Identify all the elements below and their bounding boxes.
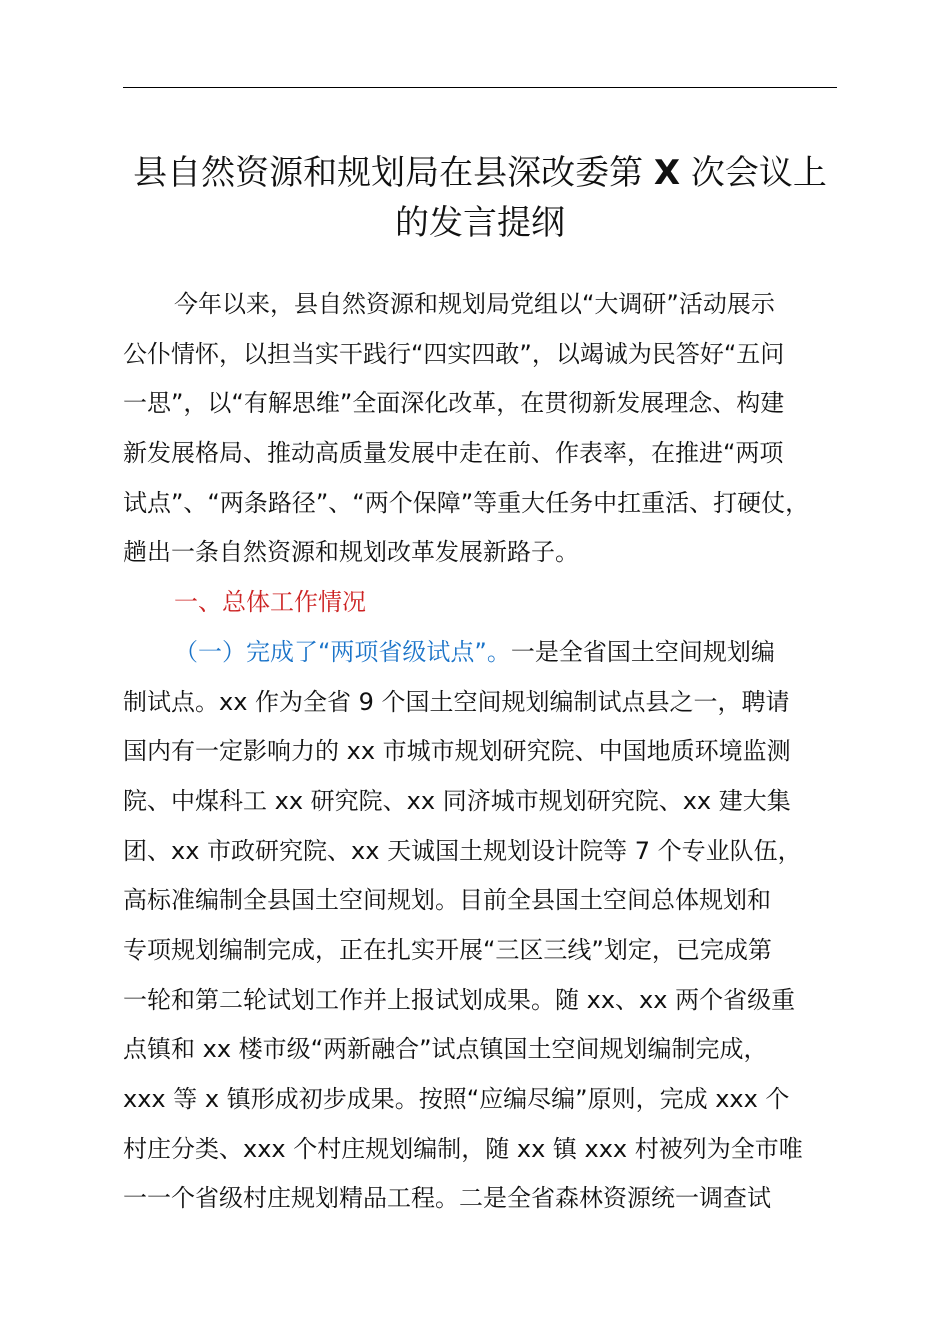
intro-line: 公仆情怀，以担当实干践行“四实四敢”，以竭诚为民答好“五问 xyxy=(123,339,785,368)
title-line-2: 的发言提纲 xyxy=(395,203,565,243)
paragraph-line: xxx 等 x 镇形成初步成果。按照“应编尽编”原则，完成 xxx 个 xyxy=(123,1085,790,1113)
subsection-first-line xyxy=(123,628,863,678)
paragraph-line: 团、xx 市政研究院、xx 天诚国土规划设计院等 7 个专业队伍， xyxy=(123,836,802,865)
paragraph-line: 村庄分类、xxx 个村庄规划编制，随 xx 镇 xxx 村被列为全市唯 xyxy=(123,1134,803,1163)
paragraph-line: 专项规划编制完成，正在扎实开展“三区三线”划定，已完成第 xyxy=(123,935,772,964)
paragraph-line: 点镇和 xx 楼市级“两新融合”试点镇国土空间规划编制完成， xyxy=(123,1035,768,1064)
intro-line: 新发展格局、推动高质量发展中走在前、作表率，在推进“两项 xyxy=(123,439,784,468)
header-rule xyxy=(123,87,837,88)
paragraph-line: 一一个省级村庄规划精品工程。二是全省森林资源统一调查试 xyxy=(123,1184,771,1213)
intro-line: 趟出一条自然资源和规划改革发展新路子。 xyxy=(123,538,579,567)
title-line-1: 县自然资源和规划局在县深改委第 X 次会议上 xyxy=(133,153,827,193)
document-body xyxy=(123,280,863,1224)
section-heading: 一、总体工作情况 xyxy=(174,588,366,617)
intro-line: 试点”、“两条路径”、“两个保障”等重大任务中扛重活、打硬仗， xyxy=(123,488,810,517)
paragraph-line: 院、中煤科工 xx 研究院、xx 同济城市规划研究院、xx 建大集 xyxy=(123,786,791,815)
paragraph-line: 高标准编制全县国土空间规划。目前全县国土空间总体规划和 xyxy=(123,886,771,915)
document-title xyxy=(110,148,850,248)
paragraph-line: 一轮和第二轮试划工作并上报试划成果。随 xx、xx 两个省级重 xyxy=(123,985,796,1014)
intro-line: 今年以来，县自然资源和规划局党组以“大调研”活动展示 xyxy=(174,290,775,318)
intro-line: 一思”，以“有解思维”全面深化改革，在贯彻新发展理念、构建 xyxy=(123,389,785,418)
paragraph-line: 国内有一定影响力的 xx 市城市规划研究院、中国地质环境监测 xyxy=(123,737,791,766)
paragraph-text: 一是全省国土空间规划编 xyxy=(510,637,775,666)
paragraph-line: 制试点。xx 作为全省 9 个国土空间规划编制试点县之一，聘请 xyxy=(123,687,790,716)
subsection-heading: （一）完成了“两项省级试点”。 xyxy=(174,637,511,666)
title-meeting-number: X xyxy=(653,153,681,193)
